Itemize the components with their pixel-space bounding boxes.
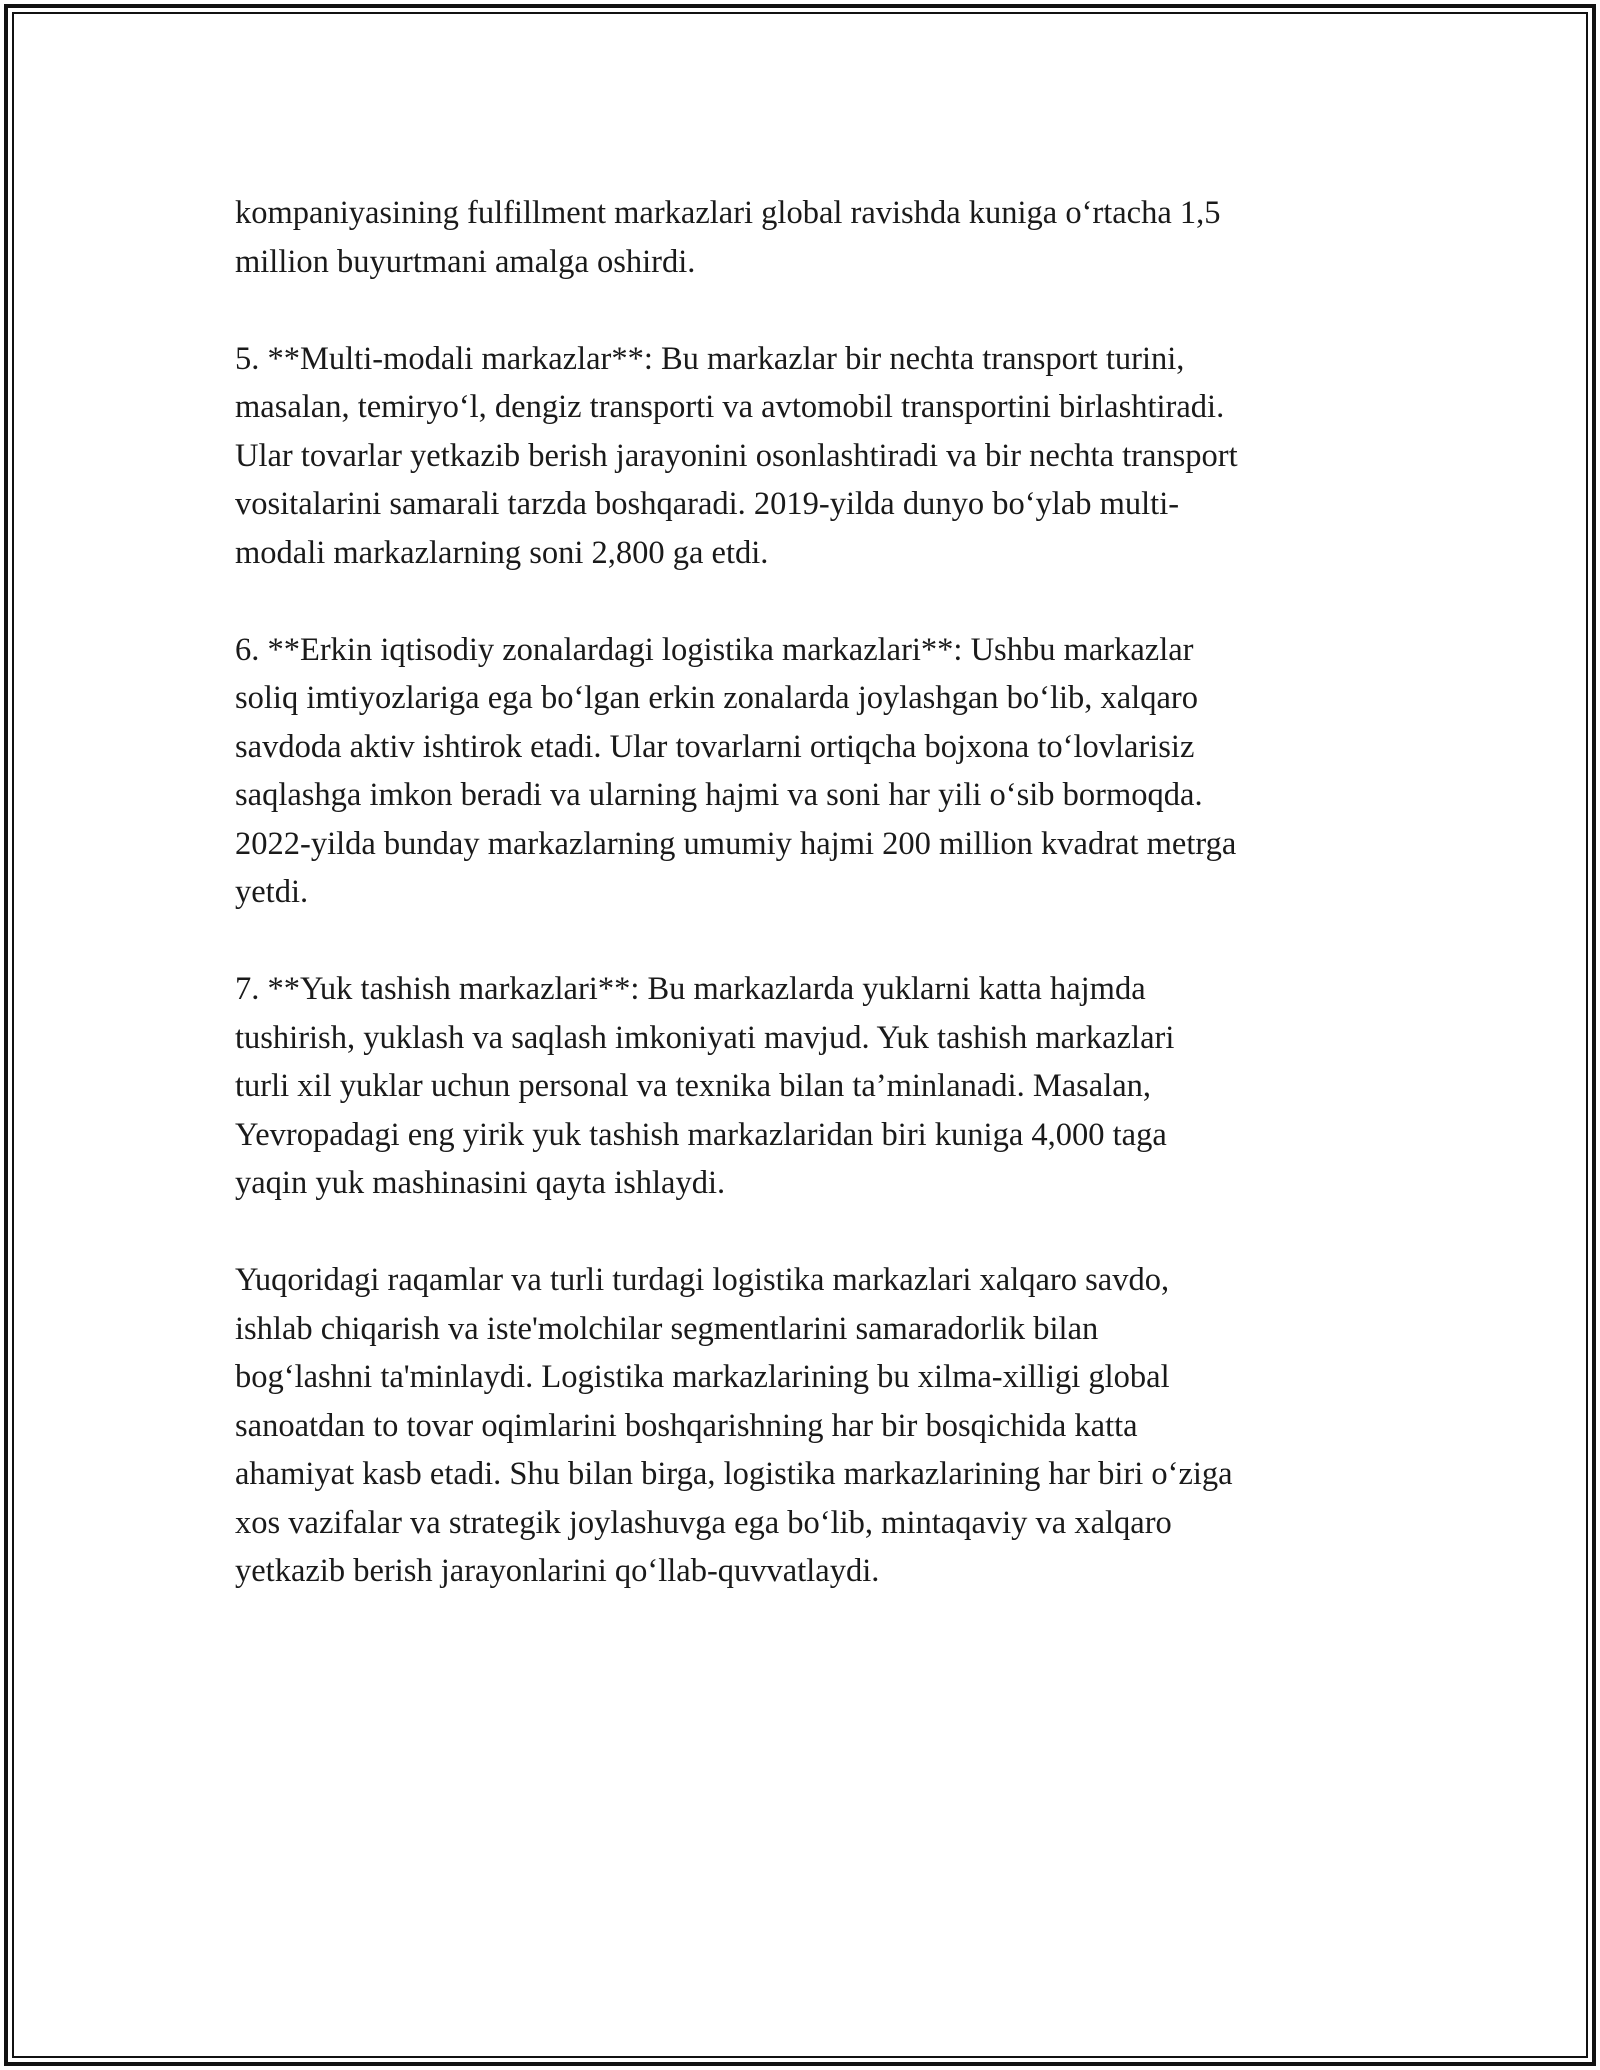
- paragraph-free-zone-centers: 6. **Erkin iqtisodiy zonalardagi logistika markazlari**: Ushbu markazlar soliq imtiyozlariga ega bo‘lgan erkin zonalarda joylashgan bo‘lib, xalqaro savdoda aktiv ishtirok etadi. Ular tovarlarni ortiqcha bojxona to‘lovlarisiz saqlashga imkon beradi va ularning hajmi va soni har yili o‘sib bormoqda. 2022-yilda bunday markazlarning umumiy hajmi 200 million kvadrat metrga yetdi.: [235, 631, 1237, 910]
- paragraph-fulfillment-continuation: kompaniyasining fulfillment markazlari global ravishda kuniga o‘rtacha 1,5 million buyurtmani amalga oshirdi.: [235, 195, 1221, 280]
- paragraph-freight-centers: 7. **Yuk tashish markazlari**: Bu markazlarda yuklarni katta hajmda tushirish, yuklash va saqlash imkoniyati mavjud. Yuk tashish markazlari turli xil yuklar uchun personal va texnika bilan ta’minlanadi. Masalan, Yevropadagi eng yirik yuk tashish markazlaridan biri kuniga 4,000 taga yaqin yuk mashinasini qayta ishlaydi.: [235, 971, 1175, 1201]
- paragraph-multimodal-centers: 5. **Multi-modali markazlar**: Bu markazlar bir nechta transport turini, masalan, temiryo‘l, dengiz transporti va avtomobil transportini birlashtiradi. Ular tovarlar yetkazib berish jarayonini osonlashtiradi va bir nechta transport vositalarini samarali tarzda boshqaradi. 2019-yilda dunyo bo‘ylab multi- modali markazlarning soni 2,800 ga etdi.: [235, 340, 1238, 571]
- document-body: [235, 189, 1385, 1644]
- paragraph-conclusion: Yuqoridagi raqamlar va turli turdagi logistika markazlari xalqaro savdo, ishlab chiqarish va iste'molchilar segmentlarini samaradorlik bilan bog‘lashni ta'minlaydi. Logistika markazlarining bu xilma-xilligi global sanoatdan to tovar oqimlarini boshqarishning har bir bosqichida katta ahamiyat kasb etadi. Shu bilan birga, logistika markazlarining har biri o‘ziga xos vazifalar va strategik joylashuvga ega bo‘lib, mintaqaviy va xalqaro yetkazib berish jarayonlarini qo‘llab-quvvatlaydi.: [235, 1262, 1233, 1589]
